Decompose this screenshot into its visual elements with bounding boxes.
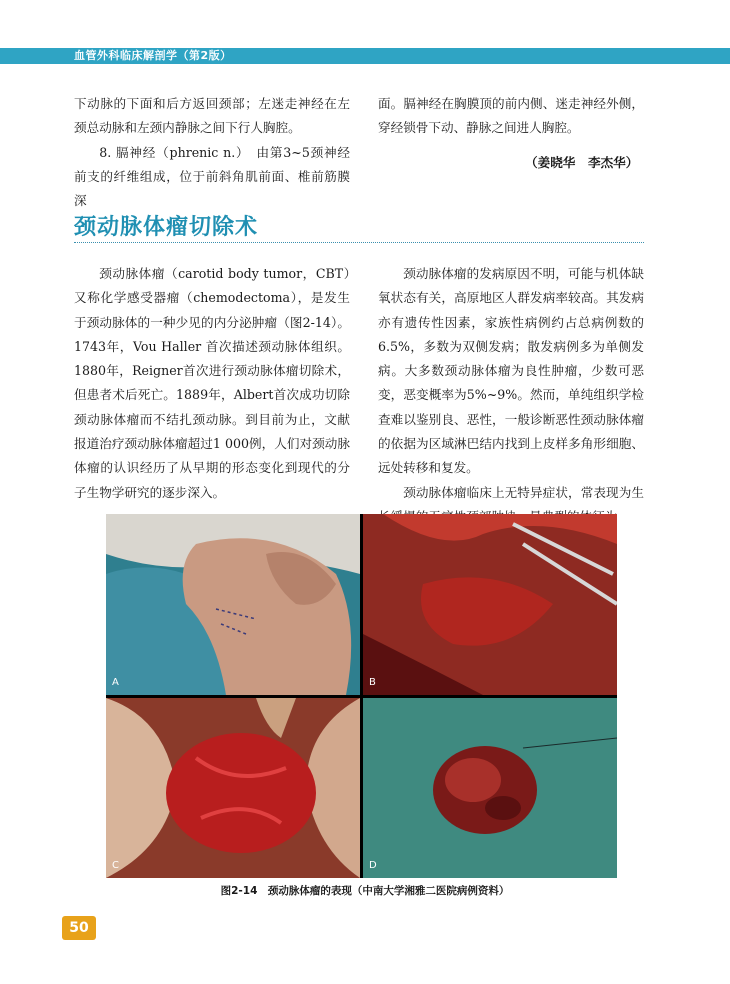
section-right-column <box>378 262 644 529</box>
paragraph: 颈动脉体瘤临床上无特异症状，常表现为生 <box>403 484 644 500</box>
paragraph: 颈动脉体瘤的发病原因不明，可能与机体缺氧状态有关，高原地区人群发病率较高。其发病亦有遗传性因素，家族性病例约占总病例数的6.5%，多数为双侧发病；散发病例多为单侧发病。大多数颈动脉体瘤为良性肿瘤，少数可恶变，恶变概率为5%~9%。然而，单纯组织学检查难以鉴别良、恶性，一般诊断恶性颈动脉体瘤的依据为区域淋巴结内找到上皮样多角形细胞、远处转移和复发。 <box>378 266 644 476</box>
photo-panel-a <box>106 514 360 695</box>
section-divider <box>74 242 644 243</box>
photo-panel-c <box>106 698 360 878</box>
paragraph: 面。膈神经在胸膜顶的前内侧、迷走神经外侧，穿经锁骨下动、静脉之间进人胸腔。 <box>378 96 644 136</box>
section-title: 颈动脉体瘤切除术 <box>74 215 259 240</box>
panel-label-d: D <box>369 860 377 871</box>
photo-panel-b <box>363 514 617 695</box>
figure-caption: 图2-14 颈动脉体瘤的表现（中南大学湘雅二医院病例资料） <box>220 885 510 897</box>
panel-label-c: C <box>112 860 119 871</box>
page-number: 50 <box>62 916 96 940</box>
running-header-title: 血管外科临床解剖学（第2版） <box>74 49 232 62</box>
panel-label-b: B <box>369 677 376 688</box>
authors: （姜晓华 李杰华） <box>525 155 639 170</box>
paragraph: 8. 膈神经（phrenic n.） 由第3~5颈神经前支的纤维组成，位于前斜角肌前面、椎前筋膜深 <box>74 144 350 209</box>
top-left-column <box>74 92 350 213</box>
photo-panel-d <box>363 698 617 878</box>
paragraph: 下动脉的下面和后方返回颈部；左迷走神经在左颈总动脉和左颈内静脉之间下行人胸腔。 <box>74 96 350 136</box>
panel-label-a: A <box>112 677 119 688</box>
figure-2-14 <box>106 514 617 878</box>
section-left-column <box>74 262 350 505</box>
top-right-column <box>378 92 644 141</box>
paragraph: 颈动脉体瘤（carotid body tumor，CBT）又称化学感受器瘤（chemodectoma），是发生于颈动脉体的一种少见的内分泌肿瘤（图2-14）。1743年，Vou Haller 首次描述颈动脉体组织。1880年，Reigner首次进行颈动脉体瘤切除术，但患者术后死亡。1889年，Albert首次成功切除颈动脉体瘤而不结扎颈动脉。到目前为止，文献报道治疗颈动脉体瘤超过1 000例，人们对颈动脉体瘤的认识经历了从早期的形态变化到现代的分子生物学研究的逐步深入。 <box>74 266 350 500</box>
